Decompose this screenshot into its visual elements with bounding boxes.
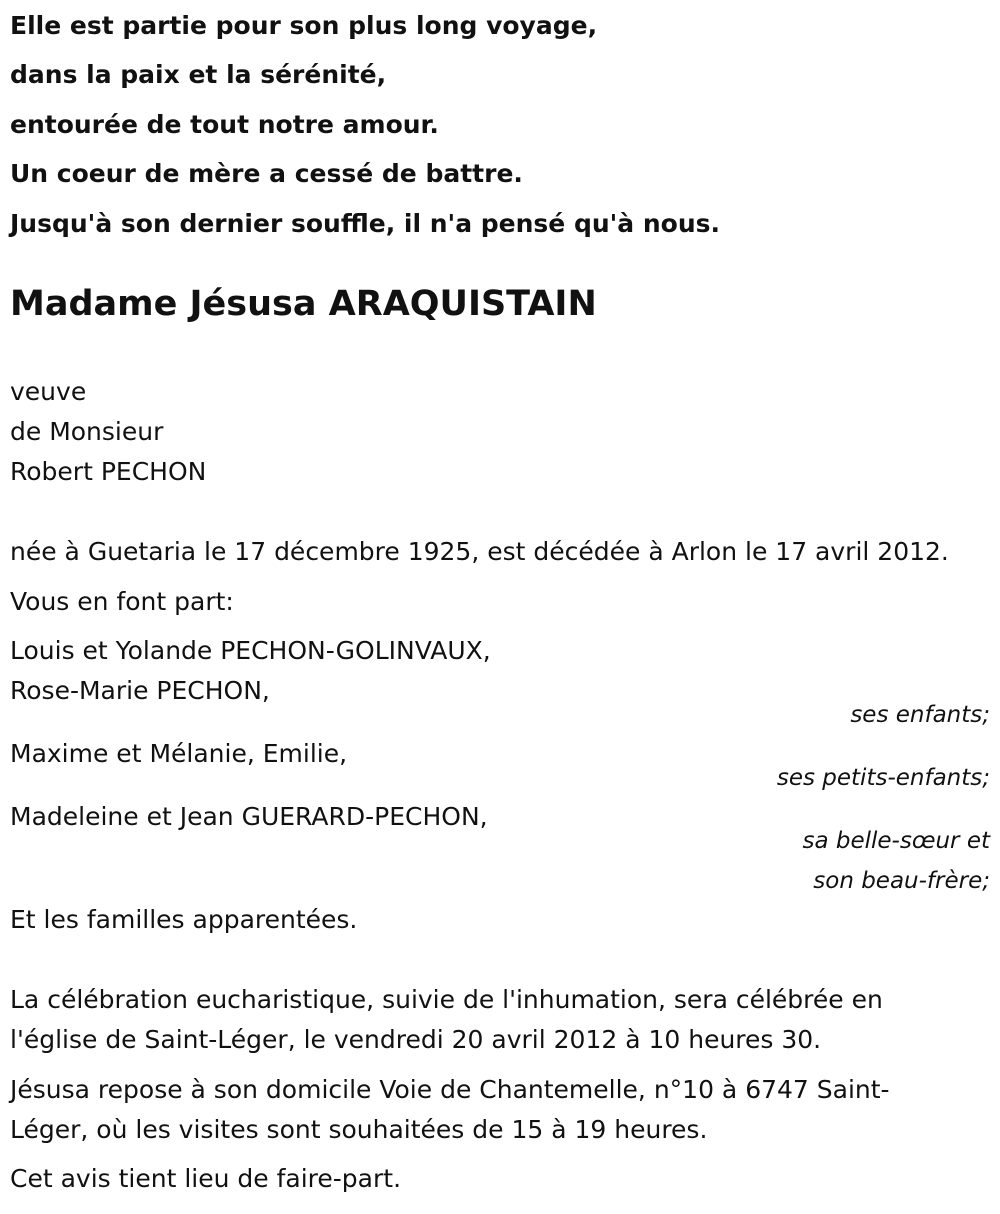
spouse-line-1: veuve [10,377,87,406]
in-laws: Madeleine et Jean GUERARD-PECHON, [10,802,488,831]
spouse-line-2: de Monsieur [10,417,164,446]
epitaph-line-4: Un coeur de mère a cessé de battre. [10,159,523,188]
epitaph-line-2: dans la paix et la sérénité, [10,60,387,89]
epitaph-line-1: Elle est partie pour son plus long voyage, [10,11,598,40]
relatives: Et les familles apparentées. [10,905,358,934]
grandchildren: Maxime et Mélanie, Emilie, [10,739,348,768]
grandchildren-role: ses petits-enfants; [776,765,990,791]
children-line-2: Rose-Marie PECHON, [10,676,270,705]
spouse-line-3: Robert PECHON [10,457,207,486]
ceremony-line-1: La célébration eucharistique, suivie de l'inhumation, sera célébrée en [10,985,883,1014]
closing-note: Cet avis tient lieu de faire-part. [10,1164,402,1193]
children-line-1: Louis et Yolande PECHON-GOLINVAUX, [10,636,491,665]
in-laws-role-2: son beau-frère; [813,868,990,894]
ceremony-line-2: l'église de Saint-Léger, le vendredi 20 avril 2012 à 10 heures 30. [10,1025,822,1054]
announcement-intro: Vous en font part: [10,587,234,616]
epitaph-line-5: Jusqu'à son dernier souffle, il n'a pensé qu'à nous. [10,209,721,238]
in-laws-role-1: sa belle-sœur et [802,828,990,854]
epitaph-line-3: entourée de tout notre amour. [10,110,439,139]
visitation-line-2: Léger, où les visites sont souhaitées de 15 à 19 heures. [10,1115,708,1144]
children-role: ses enfants; [850,702,990,728]
birth-death-info: née à Guetaria le 17 décembre 1925, est décédée à Arlon le 17 avril 2012. [10,537,949,566]
visitation-line-1: Jésusa repose à son domicile Voie de Chantemelle, n°10 à 6747 Saint- [10,1075,890,1104]
deceased-name: Madame Jésusa ARAQUISTAIN [10,284,597,324]
